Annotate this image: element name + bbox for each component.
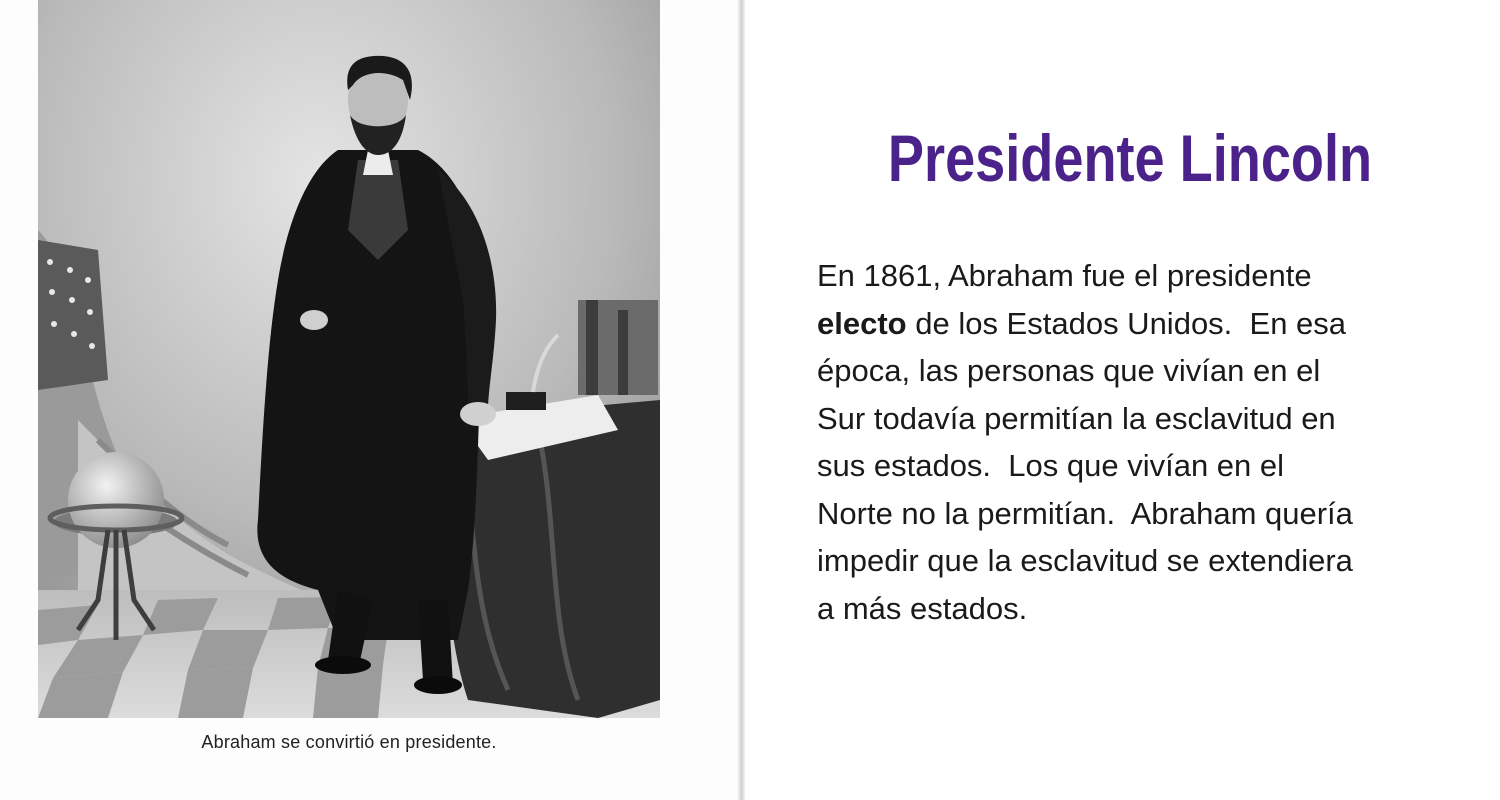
paragraph-line: Norte no la permitían. Abraham quería [817,495,1353,531]
paragraph-line: época, las personas que vivían en el [817,353,1321,388]
left-page [0,0,740,800]
paragraph-line: sus estados. Los que vivían en el [817,448,1285,483]
paragraph-line: a más estados. [817,590,1028,626]
book-gutter [737,0,745,800]
paragraph-line: En 1861, Abraham fue el presidente [817,258,1312,293]
page-title: Presidente Lincoln [887,121,1373,195]
paragraph-line [817,300,1457,348]
paragraph-line: Sur todavía permitían la esclavitud en [817,400,1336,436]
photo-caption: Abraham se convirtió en presidente. [201,732,497,752]
right-page [745,0,1500,800]
paragraph-line-rest: de los Estados Unidos. En esa [906,305,1347,341]
paragraph-line: impedir que la esclavitud se extendiera [817,543,1353,578]
lincoln-portrait-image [38,0,660,718]
body-paragraph [817,252,1457,632]
vocabulary-word: electo [817,305,907,341]
